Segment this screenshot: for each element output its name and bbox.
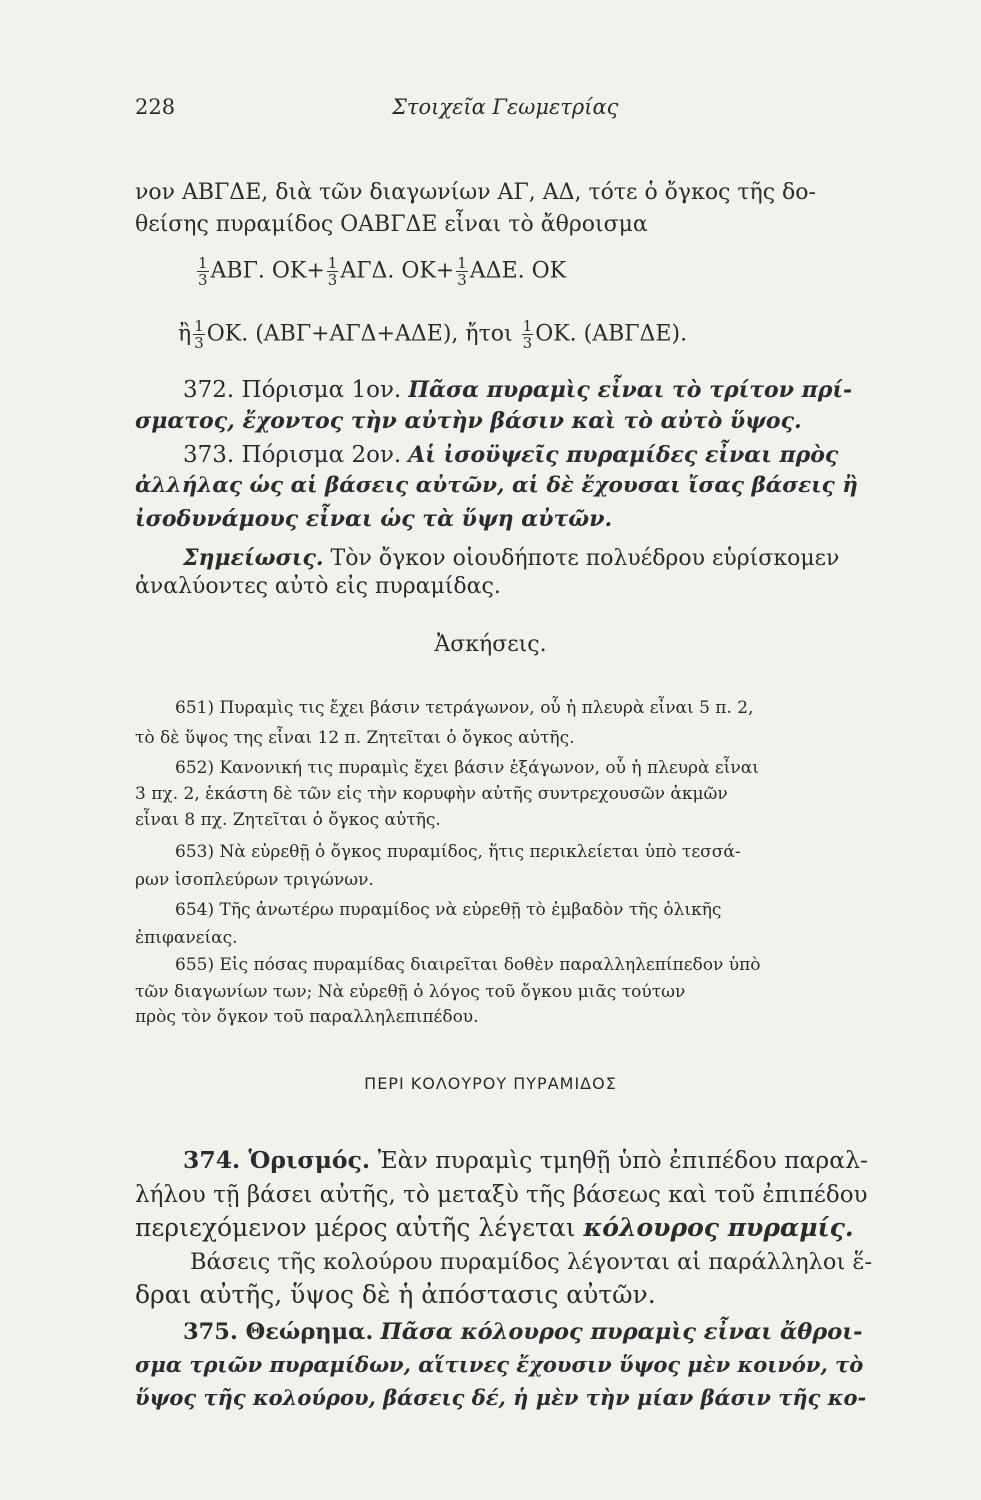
exercise-652: 652) Κανονική τις πυραμὶς ἔχει βάσιν ἑξάγωνον, οὗ ἡ πλευρὰ εἶναι — [175, 758, 759, 778]
fraction: $\frac{1}{3}$ — [198, 254, 208, 289]
fraction: $\frac{1}{3}$ — [457, 254, 467, 289]
text-line: τῶν διαγωνίων των; Νὰ εὑρεθῇ ὁ λόγος τοῦ ὄγκου μιᾶς τούτων — [135, 982, 686, 1002]
text-line: ἐπιφανείας. — [135, 928, 238, 948]
exercise-653: 653) Νὰ εὑρεθῇ ὁ ὄγκος πυραμίδος, ἥτις περικλείεται ὑπὸ τεσσά- — [175, 842, 741, 862]
text-line: 3 πχ. 2, ἑκάστη δὲ τῶν εἰς τὴν κορυφὴν αὐτῆς συντρεχουσῶν ἀκμῶν — [135, 784, 728, 804]
text-line: σματος, ἔχοντος τὴν αὐτὴν βάσιν καὶ τὸ αὐτὸ ὕψος. — [135, 408, 802, 434]
text-line: περιεχόμενον μέρος αὐτῆς λέγεται κόλουρος πυραμίς. — [135, 1213, 854, 1242]
text-line: τὸ δὲ ὕψος της εἶναι 12 π. Ζητεῖται ὁ ὄγκος αὐτῆς. — [135, 728, 575, 748]
text-line: λήλου τῇ βάσει αὐτῆς, τὸ μεταξὺ τῆς βάσεως καὶ τοῦ ἐπιπέδου — [135, 1182, 868, 1208]
formula-line-1: $\frac{1}{3}$ ΑΒΓ. ΟΚ+ $\frac{1}{3}$ ΑΓΔ. ΟΚ+ $\frac{1}{3}$ ΑΔΕ. ΟΚ — [198, 254, 567, 289]
text-line: πρὸς τὸν ὄγκον τοῦ παραλληλεπιπέδου. — [135, 1007, 479, 1027]
formula-line-2: ἢ $\frac{1}{3}$ ΟΚ. (ΑΒΓ+ΑΓΔ+ΑΔΕ), ἤτοι $\frac{1}{3}$ ΟΚ. (ΑΒΓΔΕ). — [178, 317, 688, 352]
text-line: ὕψος τῆς κολούρου, βάσεις δέ, ἡ μὲν τὴν μίαν βάσιν τῆς κο- — [135, 1385, 867, 1410]
corollary-373: 373. Πόρισμα 2ον. Αἱ ἰσοϋψεῖς πυραμίδες εἶναι πρὸς — [183, 442, 839, 468]
fraction: $\frac{1}{3}$ — [194, 317, 204, 352]
page-number: 228 — [135, 95, 176, 119]
exercise-651: 651) Πυραμὶς τις ἔχει βάσιν τετράγωνον, οὗ ἡ πλευρὰ εἶναι 5 π. 2, — [175, 698, 754, 718]
text-line: Βάσεις τῆς κολούρου πυραμίδος λέγονται αἱ παράλληλοι ἕ- — [190, 1249, 873, 1275]
text-line: δραι αὐτῆς, ὕψος δὲ ἡ ἀπόστασις αὐτῶν. — [135, 1280, 656, 1309]
exercises-title: Ἀσκήσεις. — [434, 632, 547, 657]
text-line: θείσης πυραμίδος ΟΑΒΓΔΕ εἶναι τὸ ἄθροισμα — [135, 212, 648, 237]
text-line: νον ΑΒΓΔΕ, διὰ τῶν διαγωνίων ΑΓ, ΑΔ, τότε ὁ ὄγκος τῆς δο- — [135, 180, 816, 205]
text-line: ἀναλύοντες αὐτὸ εἰς πυραμίδας. — [135, 574, 501, 599]
corollary-372: 372. Πόρισμα 1ον. Πᾶσα πυραμὶς εἶναι τὸ τρίτον πρί- — [183, 377, 853, 403]
note: Σημείωσις. Τὸν ὄγκον οἱουδήποτε πολυέδρου εὑρίσκομεν — [183, 545, 840, 571]
section-title: ΠΕΡΙ ΚΟΛΟΥΡΟΥ ΠΥΡΑΜΙΔΟΣ — [364, 1074, 617, 1093]
fraction: $\frac{1}{3}$ — [327, 254, 338, 289]
text-line: ρων ἰσοπλεύρων τριγώνων. — [135, 870, 374, 890]
exercise-654: 654) Τῆς ἀνωτέρω πυραμίδος νὰ εὑρεθῇ τὸ ἐμβαδὸν τῆς ὁλικῆς — [175, 900, 722, 920]
text-line: ἰσοδυνάμους εἶναι ὡς τὰ ὕψη αὐτῶν. — [135, 506, 613, 532]
text-line: εἶναι 8 πχ. Ζητεῖται ὁ ὄγκος αὐτῆς. — [135, 810, 441, 830]
text-line: σμα τριῶν πυραμίδων, αἵτινες ἔχουσιν ὕψος μὲν κοινόν, τὸ — [135, 1352, 864, 1377]
exercise-655: 655) Εἰς πόσας πυραμίδας διαιρεῖται δοθὲν παραλληλεπίπεδον ὑπὸ — [175, 955, 761, 975]
running-title: Στοιχεῖα Γεωμετρίας — [392, 95, 619, 119]
definition-374: 374. Ὁρισμός. Ἐὰν πυραμὶς τμηθῇ ὑπὸ ἐπιπέδου παραλ- — [183, 1146, 868, 1174]
theorem-375: 375. Θεώρημα. Πᾶσα κόλουρος πυραμὶς εἶναι ἄθροι- — [183, 1319, 863, 1345]
fraction: $\frac{1}{3}$ — [522, 317, 533, 352]
text-line: ἀλλήλας ὡς αἱ βάσεις αὐτῶν, αἱ δὲ ἔχουσαι ἴσας βάσεις ἢ — [135, 473, 858, 498]
